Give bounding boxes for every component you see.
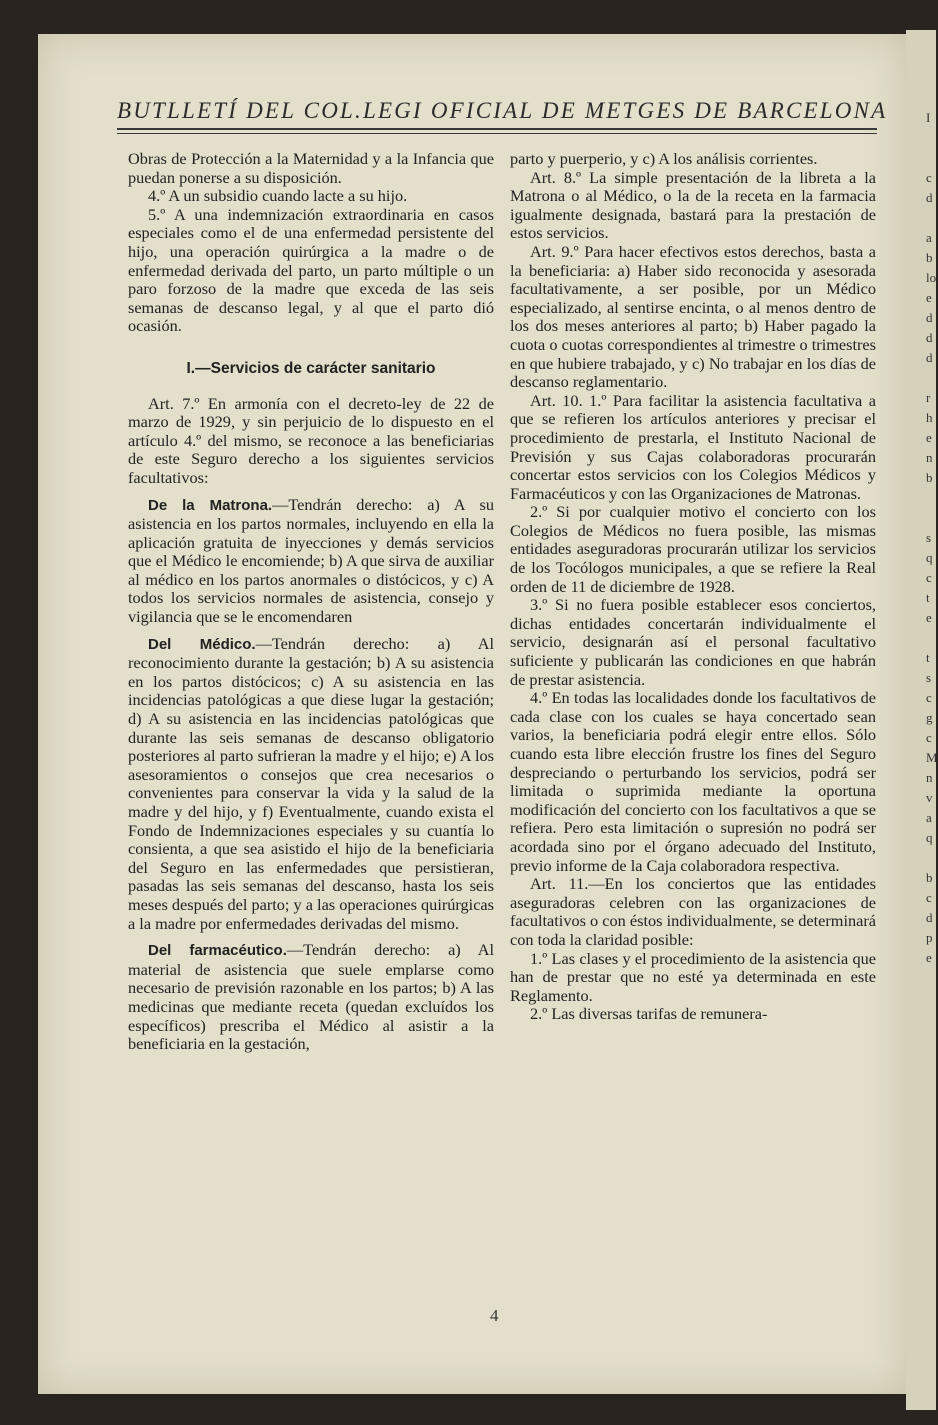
right-column <box>510 150 876 1024</box>
medico-text: —Tendrán derecho: a) Al reconocimiento durante la gestación; b) A su asistencia en los partos distócicos; c) A su asistencia en las incidencias patológicas a que diese lugar la gestación; d) A su asistencia en las incidencias patológicas que durante las seis semanas de descanso obligatorio posteriores al parto sufrieran la madre y el hijo; e) A los asesoramientos o consejos que crea necesarios o convenientes para conservar la vida y la salud de la madre y del hijo, y f) Eventualmente, cuando exista el Fondo de Indemnizaciones especiales y su cuantía lo consienta, a que sea asistido el hijo de la beneficiaria del Seguro en las enfermedades que persistieran, pasadas las seis semanas del descanso, hasta los seis meses después del parto; y a las operaciones quirúrgicas a la madre por enfermedades derivadas del mismo. <box>128 633 494 933</box>
article-10-2: 2.º Si por cualquier motivo el concierto con los Colegios de Médicos no fuera posible, las mismas entidades aseguradoras procurarán utilizar los servicios de los Tocólogos municipales, a que se refiere la Real orden de 11 de diciembre de 1928. <box>510 502 876 596</box>
article-10-4: 4.º En todas las localidades donde los facultativos de cada clase con los cuales se haya concertado sean varios, la beneficiaria podrá elegir entre ellos. Sólo cuando esta libre elección frustre los fines del Seguro despreciando o perturbando los servicios, podrá ser limitada o suprimida mediante la oportuna modificación del concierto con los facultativos a que se refiera. Pero esta limitación o supresión no podrá ser acordada sino por el órgano adecuado del Instituto, previo informe de la Caja colaboradora respectiva. <box>510 688 876 875</box>
farmaceutico-paragraph <box>128 941 494 1054</box>
paragraph: 4.º A un subsidio cuando lacte a su hijo. <box>148 186 408 206</box>
paragraph: parto y puerperio, y c) A los análisis corrientes. <box>510 149 818 168</box>
article-11-2: 2.º Las diversas tarifas de remunera- <box>530 1004 768 1024</box>
matrona-paragraph <box>128 496 494 627</box>
article-10-3: 3.º Si no fuera posible establecer esos conciertos, dichas entidades concertarán individualmente el servicio, designarán así el personal facultativo suficiente y publicarán las condiciones en que habrán de prestar asistencia. <box>510 595 876 689</box>
matrona-text: —Tendrán derecho: a) A su asistencia en los partos normales, incluyendo en ella la aplicación gratuita de inyecciones y demás servicios que el Médico le encomiende; b) A que sirva de auxiliar al médico en los partos anormales o distócicos, y c) A todos los servicios normales de asistencia, consejo y vigilancia que se le encomendaren <box>128 494 494 627</box>
left-column <box>128 150 494 1054</box>
article-11: Art. 11.—En los conciertos que las entidades aseguradoras celebren con las organizaciones de facultativos o con éstos individualmente, se determinará con toda la claridad posible: <box>510 874 876 949</box>
section-title: I.—Servicios de carácter sanitario <box>186 359 436 377</box>
farmaceutico-label: Del farmacéutico. <box>148 942 287 960</box>
article-8: Art. 8.º La simple presentación de la libreta a la Matrona o al Médico, o la de la receta en la farmacia igualmente designada, bastará para la prestación de estos servicios. <box>510 167 876 243</box>
article-7: Art. 7.º En armonía con el decreto-ley de 22 de marzo de 1929, y sin perjuicio de lo dispuesto en el artículo 4.º del mismo, se reconoce a las beneficiarias de este Seguro derecho a los siguientes servicios facultativos: <box>128 393 494 487</box>
farmaceutico-text: —Tendrán derecho: a) Al material de asistencia que suele emplarse como necesario de previsión razonable en los partos; b) A las medicinas que mediante receta (quedan excluídos los específicos) prescriba el Médico al asistir a la beneficiaria en la gestación, <box>128 940 494 1054</box>
article-10: Art. 10. 1.º Para facilitar la asistencia facultativa a que se refieren los artículos anteriores y precisar el procedimiento de prestarla, el Instituto Nacional de Previsión y sus Cajas colaboradoras procurarán concertar estos servicios con los Colegios Médicos y Farmacéuticos y con las Organizaciones de Matronas. <box>510 390 876 503</box>
paragraph: Obras de Protección a la Maternidad y a la Infancia que puedan ponerse a su disposición. <box>128 149 494 187</box>
adjacent-page-edge: I c d a b lo e d d d r h e n b s q c t e t s c g c M n v a q b c d p e <box>906 30 936 1410</box>
matrona-label: De la Matrona. <box>148 496 273 514</box>
header-rule <box>117 128 877 130</box>
page-number: 4 <box>490 1306 499 1325</box>
article-11-1: 1.º Las clases y el procedimiento de la asistencia que han de prestar que no esté ya determinada en este Reglamento. <box>510 948 876 1005</box>
paragraph: 5.º A una indemnización extraordinaria en casos especiales como el de una enfermedad persistente del hijo, una operación quirúrgica a la madre o de enfermedad derivada del parto, un parto múltiple o un paro forzoso de la madre que exceda de las seis semanas de descanso legal, y al que el parto dió ocasión. <box>128 204 494 336</box>
medico-paragraph <box>128 635 494 934</box>
article-9: Art. 9.º Para hacer efectivos estos derechos, basta a la beneficiaria: a) Haber sido reconocida y asesorada facultativamente, a ser posible, por un Médico especializado, al sentirse encinta, o al menos dentro de los dos meses anteriores al parto; b) Haber pagado la cuota o cuotas correspondientes al trimestre o trimestres en que hubiere trabajado, y c) No trabajar en los días de descanso reglamentario. <box>510 241 876 392</box>
header-rule-thin <box>117 133 877 134</box>
medico-label: Del Médico. <box>148 635 256 653</box>
journal-header: BUTLLETÍ DEL COL.LEGI OFICIAL DE METGES DE BARCELONA <box>117 98 888 123</box>
